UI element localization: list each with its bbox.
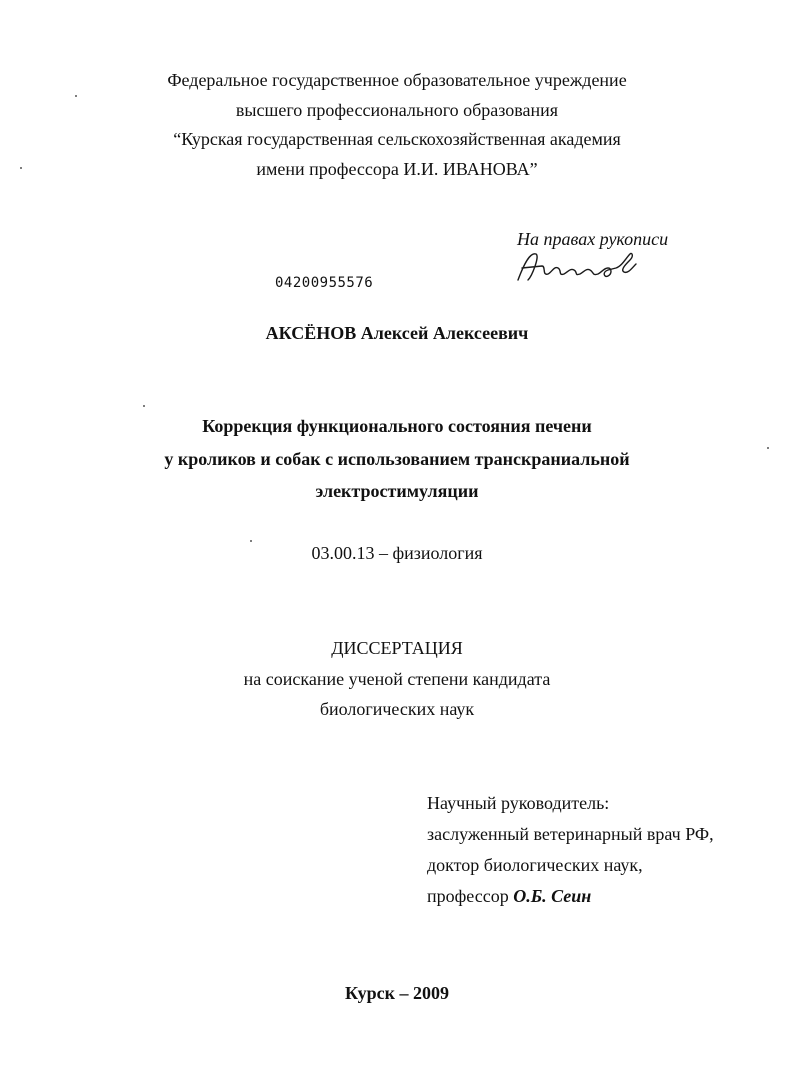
- advisor-block: [427, 792, 714, 916]
- document-code: 04200955576: [275, 275, 374, 291]
- specialty-code: 03.00.13 – физиология: [311, 543, 483, 563]
- thesis-title-line-2: у кроликов и собак с использованием транскраниальной: [164, 449, 630, 469]
- institution-line-4: имени профессора И.И. ИВАНОВА”: [256, 159, 538, 179]
- thesis-title-line-1: Коррекция функционального состояния печени: [202, 416, 592, 436]
- advisor-line-3: [427, 885, 714, 916]
- advisor-name: О.Б. Сеин: [513, 886, 592, 906]
- advisor-heading: Научный руководитель:: [427, 793, 610, 813]
- degree-line-2: биологических наук: [319, 699, 475, 719]
- advisor-line-2: доктор биологических наук,: [427, 855, 643, 875]
- degree-line-1: на соискание ученой степени кандидата: [243, 669, 551, 689]
- scan-speck: [75, 95, 77, 97]
- author-name: АКСЁНОВ Алексей Алексеевич: [265, 323, 529, 343]
- signature-icon: [512, 246, 642, 286]
- scan-speck: [143, 405, 145, 407]
- place-year: Курск – 2009: [345, 983, 449, 1003]
- institution-line-1: Федеральное государственное образовательное учреждение: [167, 70, 627, 90]
- thesis-label: ДИССЕРТАЦИЯ: [331, 638, 463, 658]
- advisor-line-1: заслуженный ветеринарный врач РФ,: [427, 824, 714, 844]
- advisor-title-prefix: профессор: [427, 886, 509, 906]
- institution-line-2: высшего профессионального образования: [235, 100, 559, 120]
- institution-line-3: “Курская государственная сельскохозяйственная академия: [173, 129, 621, 149]
- author-signature: [512, 246, 642, 286]
- manuscript-note: На правах рукописи: [517, 229, 669, 249]
- thesis-title-line-3: электростимуляции: [315, 481, 479, 501]
